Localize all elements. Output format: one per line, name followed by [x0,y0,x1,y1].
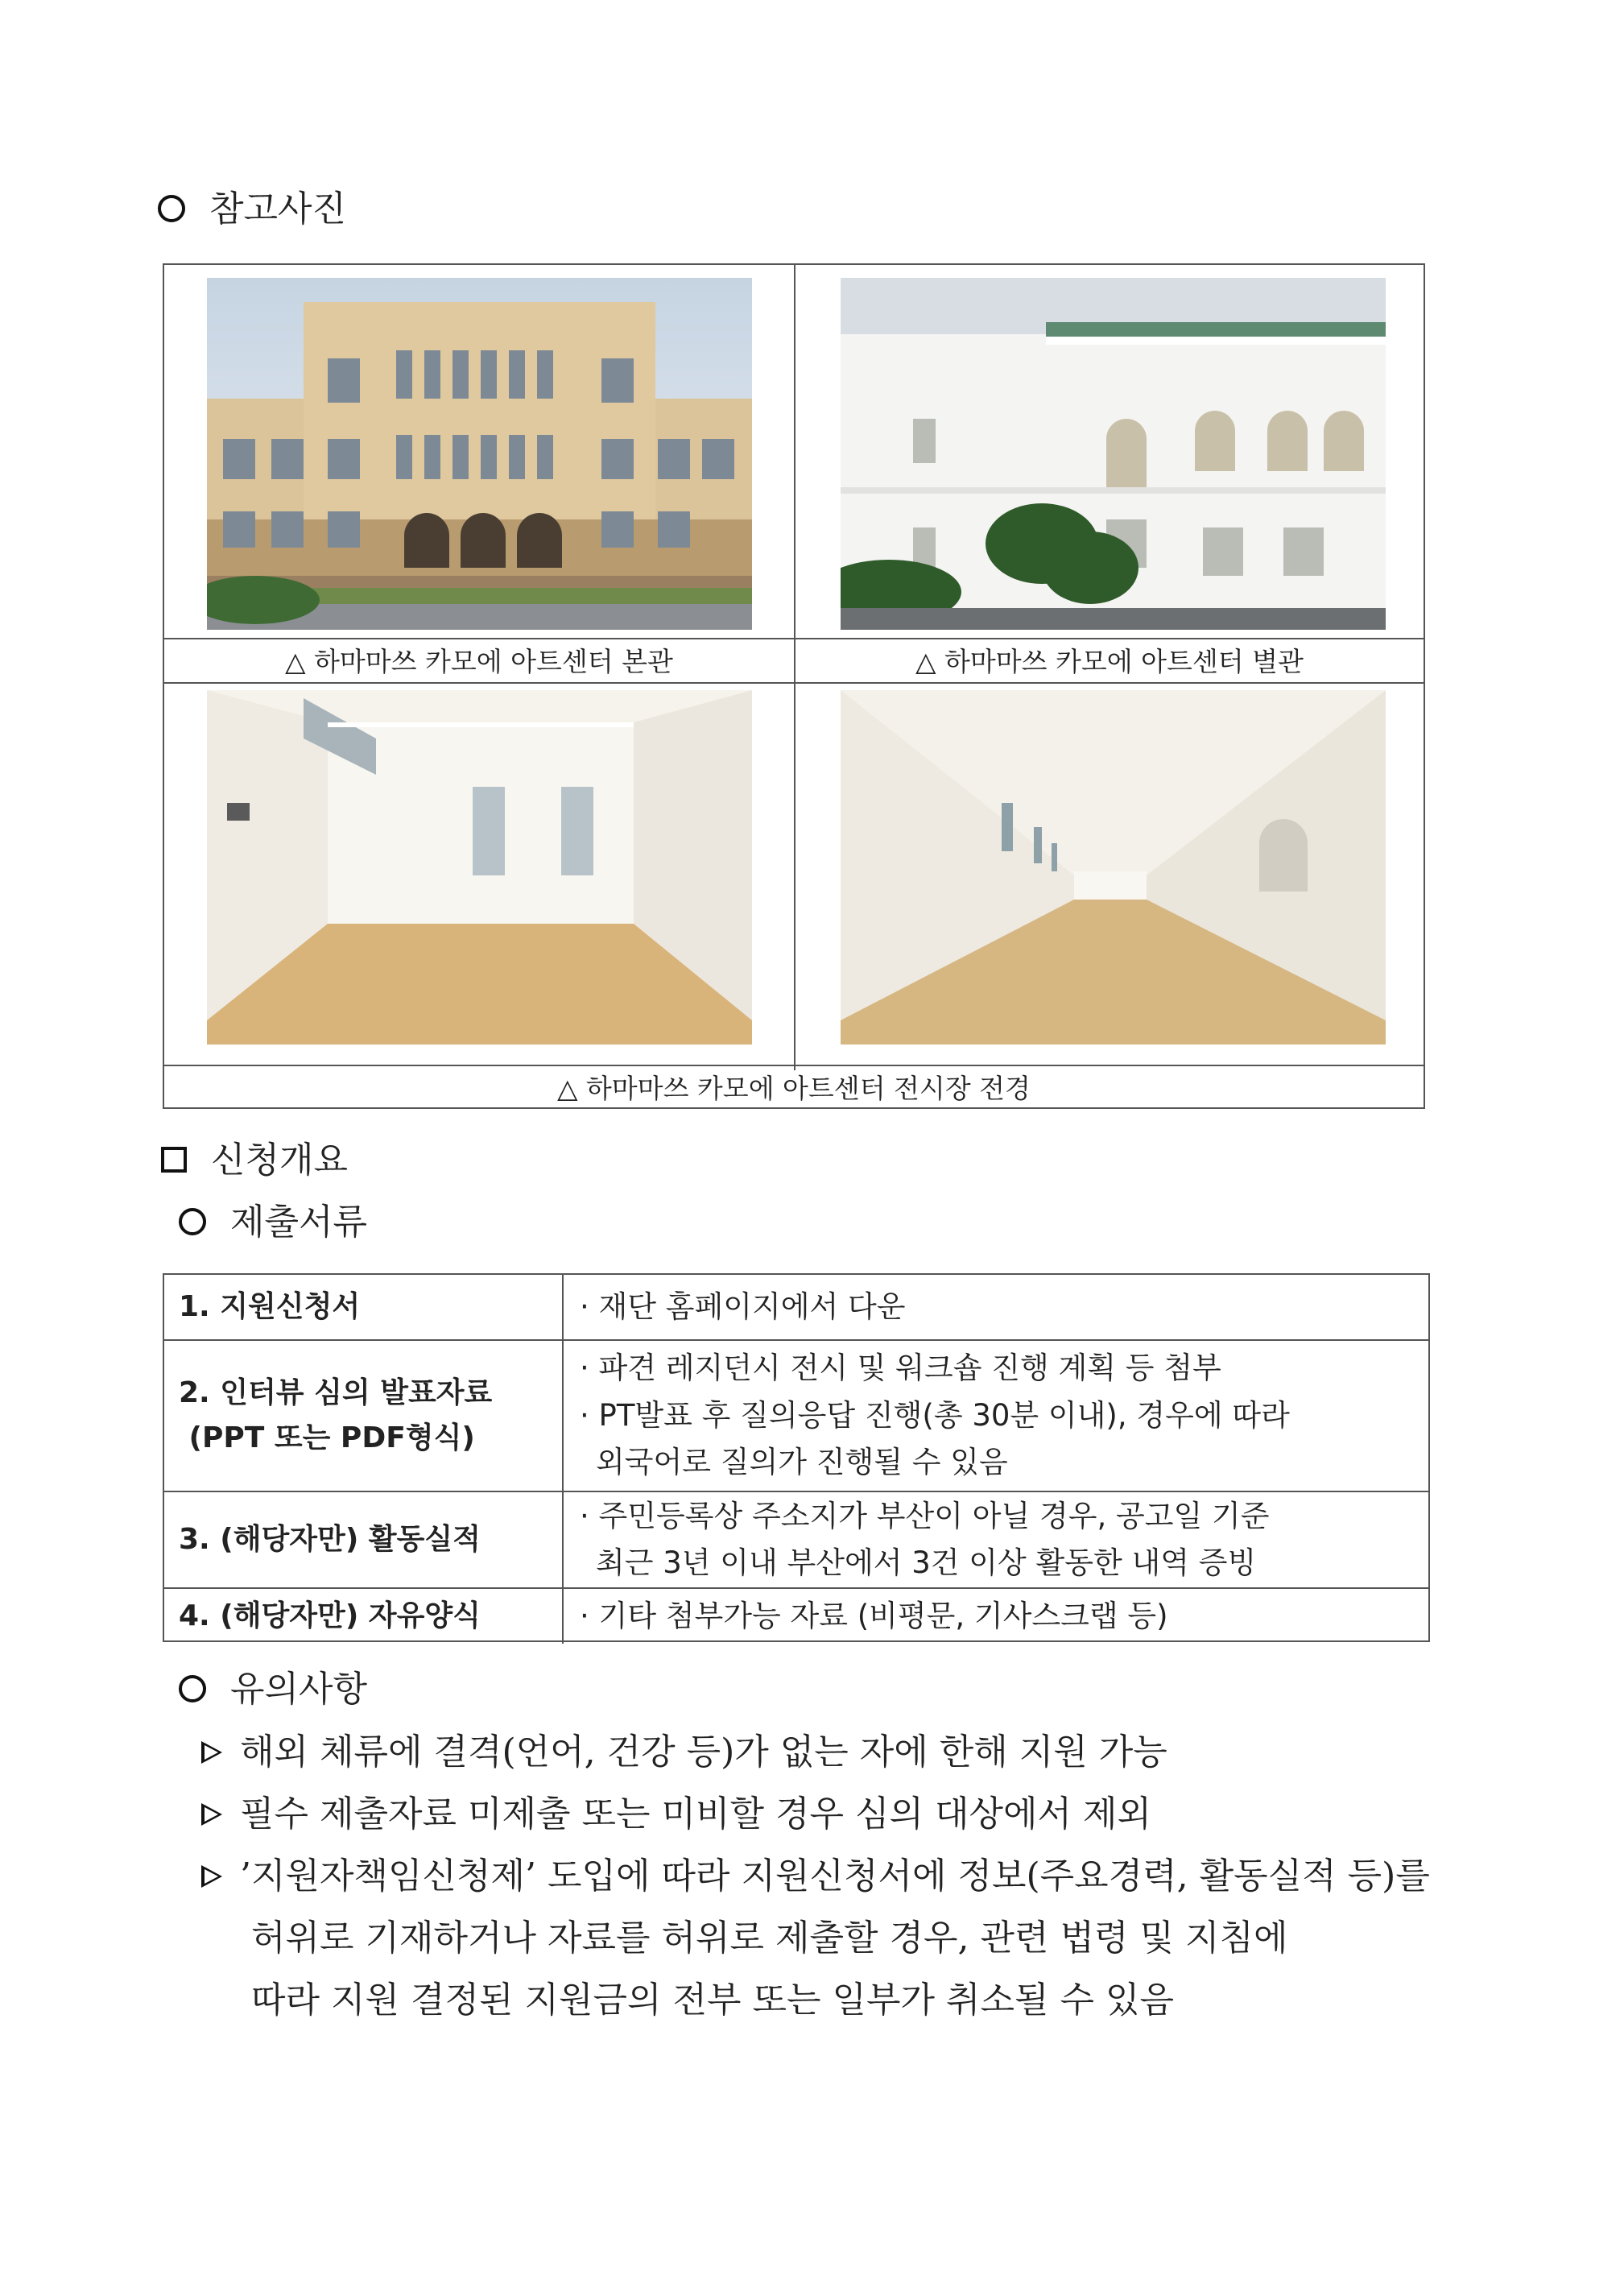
document-description: · 기타 첨부가능 자료 (비평문, 기사스크랩 등) [580,1598,1168,1633]
application-heading [161,1140,349,1181]
triangle-bullet-icon [201,1741,222,1764]
document-label: 4. (해당자만) 자유양식 [164,1589,564,1644]
documents-table [163,1273,1430,1642]
document-label: 3. (해당자만) 활동실적 [164,1492,564,1587]
annex-caption: △ 하마마쓰 카모에 아트센터 별관 [915,646,1304,677]
note-continuation: 허위로 기재하거나 자료를 허위로 제출할 경우, 관련 법령 및 지침에 [251,1917,1288,1959]
notes-title: 유의사항 [230,1669,368,1710]
table-row [164,1275,1428,1339]
note-item: 필수 제출자료 미제출 또는 미비할 경우 심의 대상에서 제외 [201,1797,1151,1832]
table-row [164,1587,1428,1644]
circle-bullet-icon [179,1208,206,1235]
table-row [164,1339,1428,1491]
document-label: 2. 인터뷰 심의 발표자료 (PPT 또는 PDF형식) [164,1341,564,1491]
reference-photo-table [163,263,1425,1109]
documents-heading [179,1202,368,1243]
circle-bullet-icon [179,1675,206,1702]
exhibition-room-photo [207,690,752,1045]
photo-section-title: 참고사진 [209,188,347,230]
corridor-gallery-photo [841,690,1386,1045]
document-label: 1. 지원신청서 [164,1275,564,1339]
photo-section-heading [158,188,347,230]
exhibition-caption: △ 하마마쓰 카모에 아트센터 전시장 전경 [557,1073,1031,1104]
note-continuation: 따라 지원 결정된 지원금의 전부 또는 일부가 취소될 수 있음 [251,1980,1174,2021]
annex-photo [841,278,1386,630]
note-item: 해외 체류에 결격(언어, 건강 등)가 없는 자에 한해 지원 가능 [201,1735,1167,1770]
table-row [164,1491,1428,1587]
main-building-photo [207,278,752,630]
triangle-bullet-icon [201,1803,222,1826]
document-description: · 재단 홈페이지에서 다운 [580,1289,906,1324]
document-description: · 주민등록상 주소지가 부산이 아닐 경우, 공고일 기준 최근 3년 이내 부산에서 3건 이상 활동한 내역 증빙 [580,1498,1270,1580]
triangle-bullet-icon [201,1865,222,1888]
square-bullet-icon [161,1147,187,1173]
circle-bullet-icon [158,195,185,222]
document-description: · 파견 레지던시 전시 및 워크숍 진행 계획 등 첨부 · PT발표 후 질의응답 진행(총 30분 이내), 경우에 따라 외국어로 질의가 진행될 수 있음 [580,1351,1290,1480]
documents-title: 제출서류 [230,1202,368,1243]
application-title: 신청개요 [211,1140,349,1181]
main-building-caption: △ 하마마쓰 카모에 아트센터 본관 [285,646,673,677]
note-item: ’지원자책임신청제’ 도입에 따라 지원신청서에 정보(주요경력, 활동실적 등)를 [201,1859,1430,1894]
notes-heading [179,1669,368,1710]
